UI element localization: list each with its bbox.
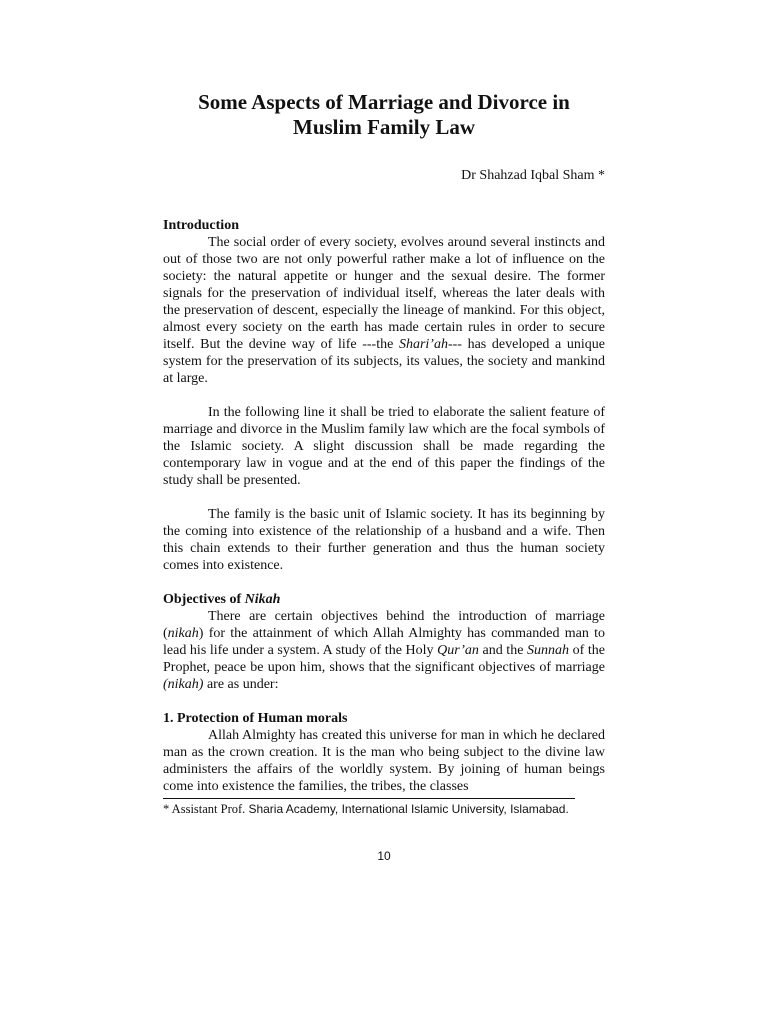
introduction-paragraph-3: The family is the basic unit of Islamic society. It has its beginning by the coming into existence of the relationship of a husband and a wife. Then this chain extends to their further generation and thus the human society comes into existence. <box>163 507 605 573</box>
introduction-paragraph-2: In the following line it shall be tried to elaborate the salient feature of marriage and divorce in the Muslim family law which are the focal symbols of the Islamic society. A slight discussion shall be made regarding the contemporary law in vogue and at the end of this paper the findings of the study shall be presented. <box>163 405 605 488</box>
footnote: * Assistant Prof. Sharia Academy, International Islamic University, Islamabad. <box>163 802 569 816</box>
objectives-heading: Objectives of Nikah <box>163 592 281 607</box>
introduction-paragraph-1: The social order of every society, evolves around several instincts and out of those two are not only powerful rather make a lot of influence on the society: the natural appetite or hunger and the sexual desire. The former signals for the preservation of individual itself, whereas the later deals with the preservation of descent, especially the lineage of mankind. For this object, almost every society on the earth has made certain rules in order to secure itself. But the devine way of life ---the Shari’ah--- has developed a unique system for the preservation of its subjects, its values, the society and mankind at large. <box>163 235 606 386</box>
page-number: 10 <box>377 849 391 863</box>
introduction-heading: Introduction <box>163 218 239 233</box>
footnote-divider <box>163 798 575 799</box>
page-content <box>163 90 605 817</box>
objectives-paragraph-1: There are certain objectives behind the introduction of marriage (nikah) for the attainment of which Allah Almighty has commanded man to lead his life under a system. A study of the Holy Qur’an and the Sunnah of the Prophet, peace be upon him, shows that the significant objectives of marriage (nikah) are as under: <box>163 609 605 692</box>
author-line: Dr Shahzad Iqbal Sham * <box>461 168 605 183</box>
paper-title: Some Aspects of Marriage and Divorce in Muslim Family Law <box>198 90 570 139</box>
section-1-heading: 1. Protection of Human morals <box>163 711 348 726</box>
section-1-paragraph-1: Allah Almighty has created this universe for man in which he declared man as the crown creation. It is the man who being subject to the divine law administers the affairs of the worldly system. By joining of human beings come into existence the families, the tribes, the classes <box>163 728 605 794</box>
